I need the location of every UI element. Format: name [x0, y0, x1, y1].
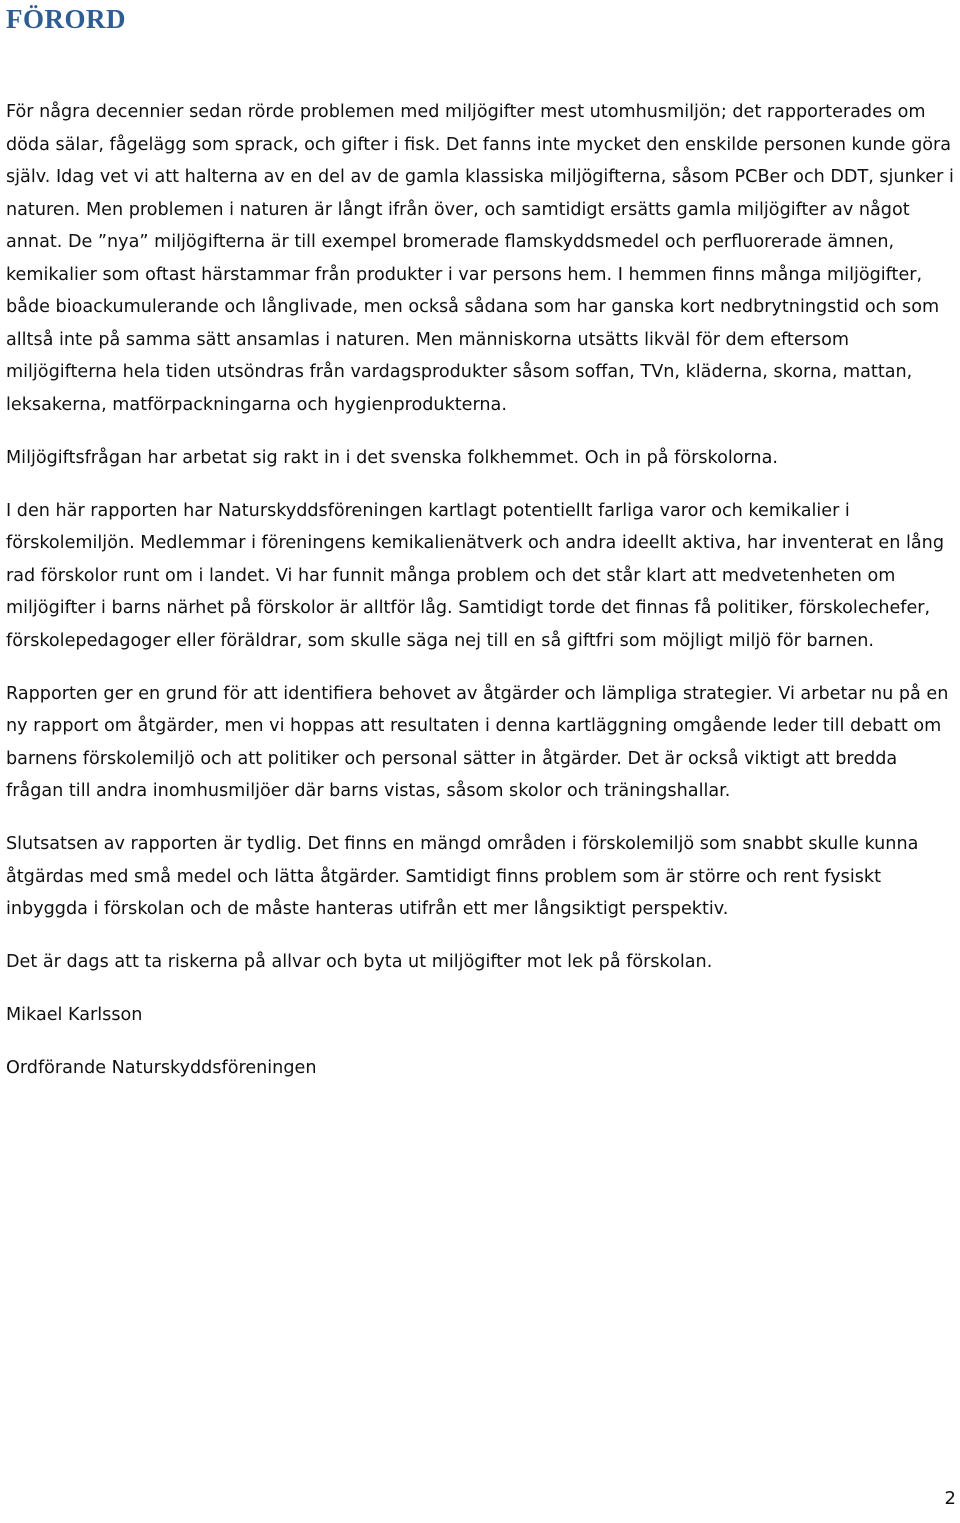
paragraph-conclusion: Slutsatsen av rapporten är tydlig. Det finns en mängd områden i förskolemiljö som snabbt skulle kunna åtgärdas med små medel och lätta åtgärder. Samtidigt finns problem som är större och rent fysiskt inbyggda i förskolan och de måste hanteras utifrån ett mer långsiktigt perspektiv.	[6, 834, 919, 919]
paragraph-strategies: Rapporten ger en grund för att identifiera behovet av åtgärder och lämpliga strategier. Vi arbetar nu på en ny rapport om åtgärder, men vi hoppas att resultaten i denna kartläggning omgående leder till debatt om barnens förskolemiljö och att politiker och personal sätter in åtgärder. Det är också viktigt att bredda frågan till andra inomhusmiljöer där barns vistas, såsom skolor och träningshallar.	[6, 683, 949, 801]
signature-title: Ordförande Naturskyddsföreningen	[6, 1058, 317, 1078]
paragraph-report: I den här rapporten har Naturskyddsföreningen kartlagt potentiellt farliga varor och kemikalier i förskolemiljön. Medlemmar i föreningens kemikalienätverk och andra ideellt aktiva, har inventerat en lång rad förskolor runt om i landet. Vi har funnit många problem och det står klart att medvetenheten om miljögifter i barns närhet på förskolor är alltför låg. Samtidigt torde det finnas få politiker, förskolechefer, förskolepedagoger eller föräldrar, som skulle säga nej till en så giftfri som möjligt miljö för barnen.	[6, 500, 944, 651]
paragraph-intro: För några decennier sedan rörde problemen med miljögifter mest utomhusmiljön; det rapporterades om döda sälar, fågelägg som sprack, och gifter i fisk. Det fanns inte mycket den enskilde personen kunde göra själv. Idag vet vi att halterna av en del av de gamla klassiska miljögifterna, såsom PCBer och DDT, sjunker i naturen. Men problemen i naturen är långt ifrån över, och samtidigt ersätts gamla miljögifter av något annat. De ”nya” miljögifterna är till exempel bromerade flamskyddsmedel och perfluorerade ämnen, kemikalier som oftast härstammar från produkter i var persons hem. I hemmen finns många miljögifter, både bioackumulerande och långlivade, men också sådana som har ganska kort nedbrytningstid och som alltså inte på samma sätt ansamlas i naturen. Men människorna utsätts likväl för dem eftersom miljögifterna hela tiden utsöndras från vardagsprodukter såsom soffan, TVn, kläderna, skorna, mattan, leksakerna, matförpackningarna och hygienprodukterna.	[6, 102, 954, 415]
signature-name: Mikael Karlsson	[6, 1005, 143, 1025]
page-number: 2	[944, 1488, 956, 1509]
paragraph-folkhemmet: Miljögiftsfrågan har arbetat sig rakt in i det svenska folkhemmet. Och in på förskolorna.	[6, 447, 778, 468]
page-title: FÖRORD	[6, 4, 126, 34]
paragraph-closing: Det är dags att ta riskerna på allvar och byta ut miljögifter mot lek på förskolan.	[6, 952, 713, 972]
document-body	[6, 96, 956, 1105]
